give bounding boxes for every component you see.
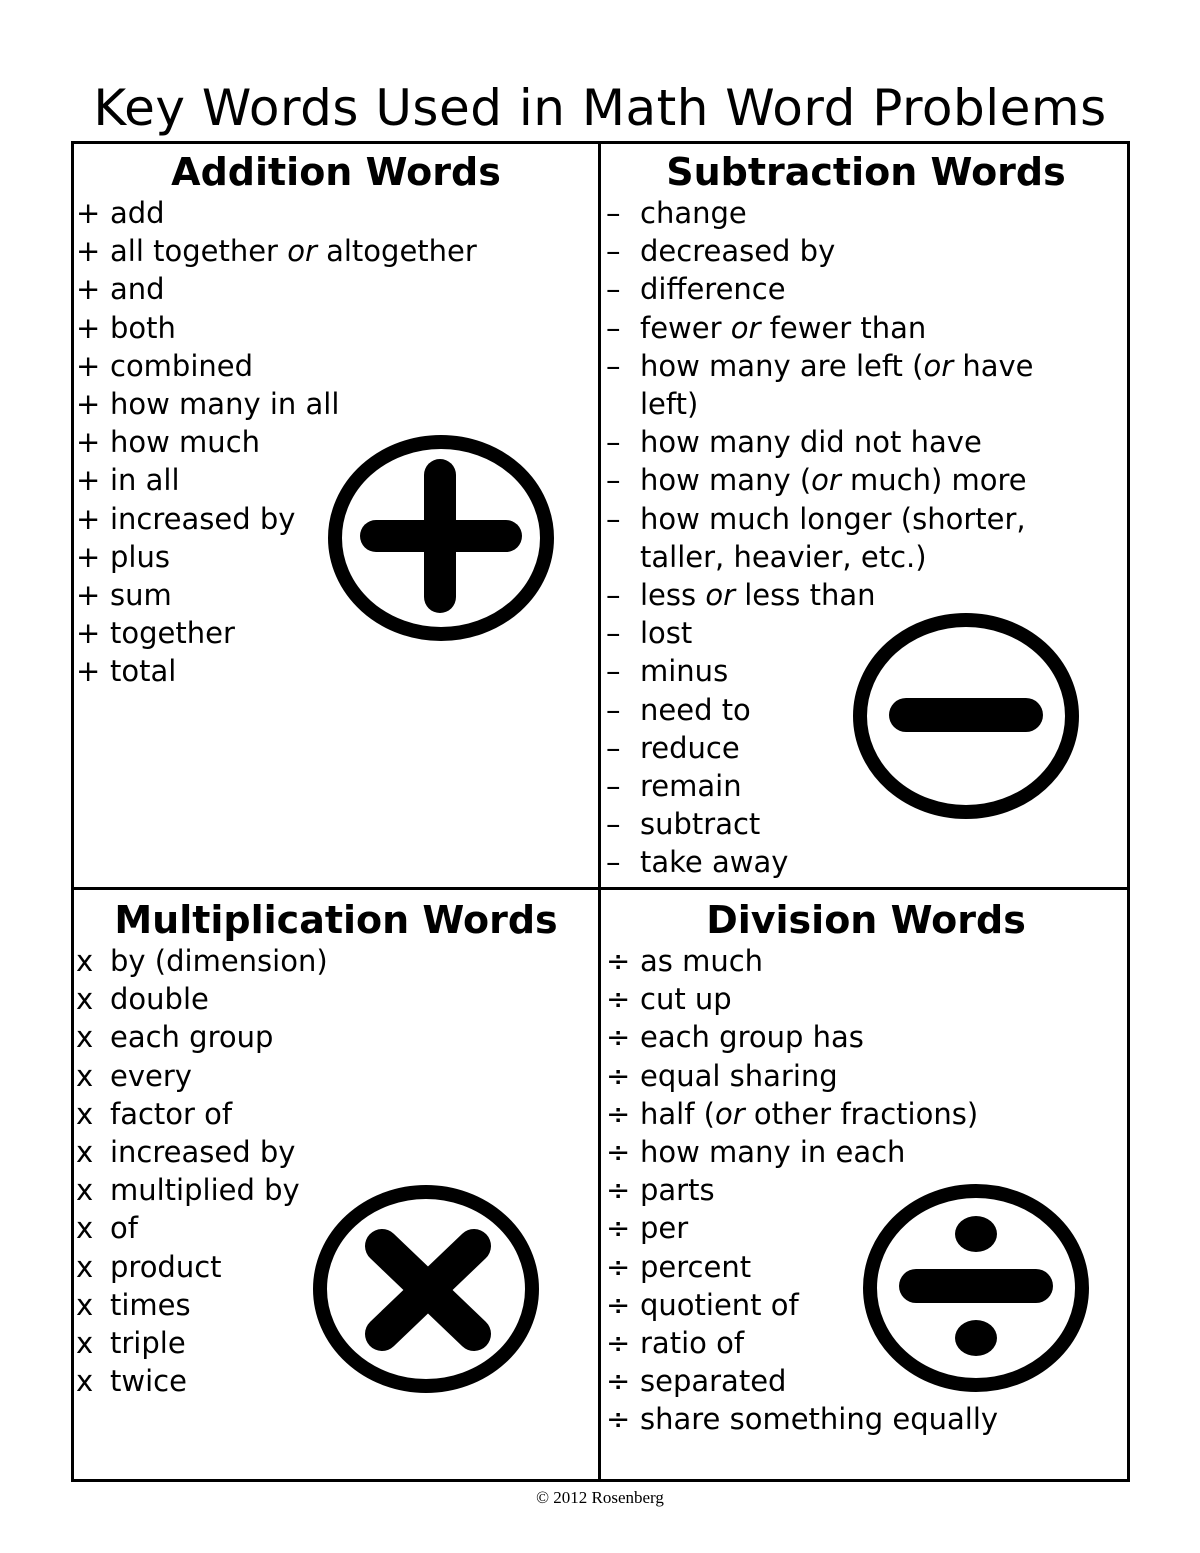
list-item: – how many did not have bbox=[606, 425, 982, 460]
addition-heading: Addition Words bbox=[171, 150, 501, 194]
division-heading: Division Words bbox=[706, 898, 1026, 942]
list-item: – how many are left (or have bbox=[606, 348, 1034, 383]
list-item: + combined bbox=[76, 348, 254, 383]
list-item: ÷ quotient of bbox=[606, 1287, 799, 1322]
list-item-continued: left) bbox=[640, 387, 699, 422]
list-item: – lost bbox=[606, 616, 693, 651]
list-item: + in all bbox=[76, 463, 180, 498]
list-item: ÷ half (or other fractions) bbox=[606, 1096, 979, 1131]
list-item: – reduce bbox=[606, 730, 740, 765]
horizontal-divider bbox=[71, 887, 1130, 890]
list-item: + increased by bbox=[76, 501, 296, 536]
list-item: x every bbox=[76, 1058, 192, 1093]
list-item: ÷ separated bbox=[606, 1364, 787, 1399]
list-item: + both bbox=[76, 310, 176, 345]
list-item: – how much longer (shorter, bbox=[606, 501, 1026, 536]
list-item: + how much bbox=[76, 425, 261, 460]
list-item: x of bbox=[76, 1211, 138, 1246]
list-item: x triple bbox=[76, 1326, 186, 1361]
list-item: + and bbox=[76, 272, 165, 307]
plus-icon bbox=[326, 433, 556, 643]
copyright-footer: © 2012 Rosenberg bbox=[536, 1488, 664, 1507]
list-item: – remain bbox=[606, 769, 742, 804]
list-item: + plus bbox=[76, 539, 170, 574]
times-icon bbox=[310, 1183, 542, 1395]
list-item: – minus bbox=[606, 654, 729, 689]
list-item: – take away bbox=[606, 845, 789, 880]
list-item: x increased by bbox=[76, 1135, 296, 1170]
list-item: ÷ cut up bbox=[606, 982, 732, 1017]
list-item: x twice bbox=[76, 1364, 187, 1399]
list-item: x each group bbox=[76, 1020, 274, 1055]
list-item: ÷ as much bbox=[606, 944, 764, 978]
minus-icon bbox=[850, 611, 1082, 821]
list-item: ÷ each group has bbox=[606, 1020, 864, 1055]
list-item: + sum bbox=[76, 578, 172, 613]
list-item: – change bbox=[606, 196, 747, 230]
list-item-continued: taller, heavier, etc.) bbox=[640, 539, 927, 574]
list-item: + total bbox=[76, 654, 177, 689]
divide-icon bbox=[860, 1182, 1092, 1394]
list-item: + together bbox=[76, 616, 235, 651]
list-item: x multiplied by bbox=[76, 1173, 300, 1208]
vertical-divider bbox=[598, 141, 601, 1482]
list-item: – less or less than bbox=[606, 578, 876, 613]
list-item: x product bbox=[76, 1249, 222, 1284]
multiplication-heading: Multiplication Words bbox=[114, 898, 558, 942]
page-title: Key Words Used in Math Word Problems bbox=[93, 79, 1107, 137]
list-item: + all together or altogether bbox=[76, 234, 477, 269]
list-item: ÷ ratio of bbox=[606, 1326, 745, 1361]
list-item: ÷ parts bbox=[606, 1173, 715, 1208]
list-item: – need to bbox=[606, 692, 751, 727]
list-item: ÷ share something equally bbox=[606, 1402, 999, 1437]
subtraction-heading: Subtraction Words bbox=[666, 150, 1066, 194]
list-item: + add bbox=[76, 196, 165, 230]
list-item: x factor of bbox=[76, 1096, 233, 1131]
list-item: ÷ percent bbox=[606, 1249, 752, 1284]
list-item: – decreased by bbox=[606, 234, 836, 269]
list-item: x times bbox=[76, 1287, 191, 1322]
list-item: – difference bbox=[606, 272, 786, 307]
list-item: – fewer or fewer than bbox=[606, 310, 927, 345]
list-item: x double bbox=[76, 982, 209, 1017]
list-item: ÷ how many in each bbox=[606, 1135, 906, 1170]
list-item: + how many in all bbox=[76, 387, 340, 422]
list-item: x by (dimension) bbox=[76, 944, 328, 978]
list-item: – how many (or much) more bbox=[606, 463, 1027, 498]
list-item: ÷ per bbox=[606, 1211, 689, 1246]
list-item: – subtract bbox=[606, 807, 761, 842]
list-item: ÷ equal sharing bbox=[606, 1058, 838, 1093]
